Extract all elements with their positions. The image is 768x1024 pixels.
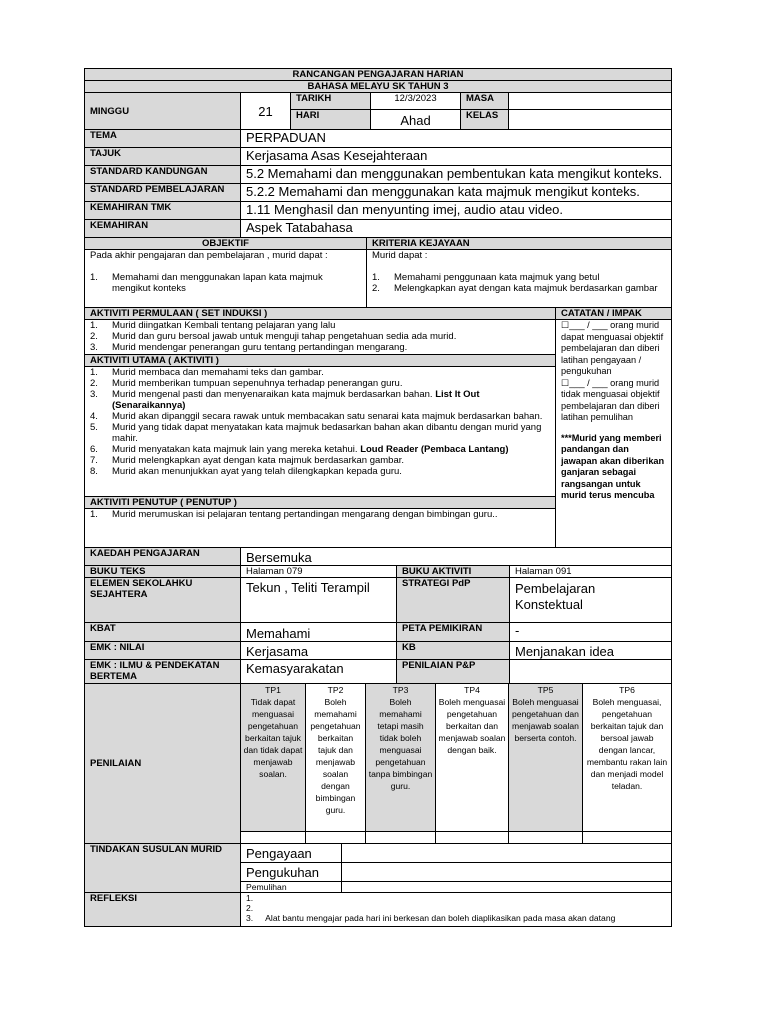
penilaian-table — [84, 683, 672, 844]
list-item: 2. Melengkapkan ayat dengan kata majmuk berdasarkan gambar — [372, 283, 658, 294]
kemahiran-tmk-value: 1.11 Menghasil dan menyunting imej, audio atau video. — [241, 202, 672, 220]
tema-label: TEMA — [85, 130, 241, 148]
buku-aktiviti-value: Halaman 091 — [510, 566, 672, 578]
kemahiran-tmk-label: KEMAHIRAN TMK — [85, 202, 241, 220]
kb-value: Menjanakan idea — [510, 642, 672, 660]
list-item: 8. Murid akan menunjukkan ayat yang telah dilengkapkan kepada guru. — [90, 466, 402, 477]
standard-kandungan-value: 5.2 Memahami dan menggunakan pembentukan kata mengikut konteks. — [241, 166, 672, 184]
list-item: 1. Memahami dan menggunakan lapan kata majmuk mengikut konteks — [90, 272, 323, 294]
objektif-content — [85, 250, 367, 308]
peta-pemikiran-label: PETA PEMIKIRAN — [397, 623, 510, 642]
list-item: 4. Murid akan dipanggil secara rawak untuk membacakan satu senarai kata majmuk berdasarkan bahan. — [90, 411, 543, 422]
objektif-table — [84, 237, 672, 308]
list-item: 1. Murid diingatkan Kembali tentang pelajaran yang lalu — [90, 320, 336, 331]
header-table — [84, 68, 672, 238]
permulaan-header: AKTIVITI PERMULAAN ( SET INDUKSI ) — [85, 308, 556, 320]
refleksi-line-2: 2. — [246, 903, 254, 913]
emk-nilai-label: EMK : NILAI — [85, 642, 241, 660]
list-item: 2. Murid dan guru bersoal jawab untuk menguji tahap pengetahuan sedia ada murid. — [90, 331, 457, 342]
activities-content — [85, 320, 556, 548]
pengayaan-input[interactable] — [342, 844, 672, 863]
tp1-checkbox-cell[interactable] — [241, 832, 306, 844]
penilaian-pp-value — [510, 660, 672, 684]
buku-teks-value: Halaman 079 — [241, 566, 397, 578]
list-item: 3. Murid mengenal pasti dan menyenaraikan kata majmuk berdasarkan bahan. List It Out (Senaraikannya) — [90, 389, 480, 411]
activities-table — [84, 307, 672, 548]
kemahiran-value: Aspek Tatabahasa — [241, 220, 672, 238]
catatan-header: CATATAN / IMPAK — [556, 308, 672, 320]
tp3-checkbox-cell[interactable] — [366, 832, 436, 844]
list-item: 3. Murid mendengar penerangan guru tentang pertandingan mengarang. — [90, 342, 408, 353]
kemahiran-label: KEMAHIRAN — [85, 220, 241, 238]
catatan-reward-note: ***Murid yang memberi pandangan dan jawapan akan diberikan ganjaran sebagai rangsangan untuk murid terus mencuba — [561, 432, 665, 500]
kriteria-content — [367, 250, 672, 308]
minggu-value: 21 — [241, 93, 291, 130]
masa-value — [509, 93, 672, 110]
utama-header: AKTIVITI UTAMA ( AKTIVITI ) — [85, 354, 555, 367]
refleksi-label: REFLEKSI — [85, 893, 241, 927]
list-item: 6. Murid menyatakan kata majmuk lain yang mereka ketahui. Loud Reader (Pembaca Lantang) — [90, 444, 509, 455]
refleksi-line-1: 1. — [246, 893, 254, 903]
list-item: 7. Murid melengkapkan ayat dengan kata majmuk berdasarkan gambar. — [90, 455, 405, 466]
penutup-list — [90, 509, 550, 520]
tp4-checkbox-cell[interactable] — [436, 832, 509, 844]
tindakan-table — [84, 843, 672, 927]
tajuk-label: TAJUK — [85, 148, 241, 166]
objektif-header: OBJEKTIF — [85, 238, 367, 250]
kriteria-header: KRITERIA KEJAYAAN — [367, 238, 672, 250]
utama-list — [90, 367, 550, 477]
tp5-cell: TP5 Boleh menguasai pengetahuan dan menjawab soalan berserta contoh. — [509, 684, 583, 832]
objektif-intro: Pada akhir pengajaran dan pembelajaran , murid dapat : — [90, 250, 328, 261]
emk-nilai-value: Kerjasama — [241, 642, 397, 660]
strategi-value: Pembelajaran Konstektual — [510, 578, 672, 623]
elemen-label: ELEMEN SEKOLAHKU SEJAHTERA — [85, 578, 241, 623]
catatan-enrichment-note: ☐___ / ___ orang murid dapat menguasai objektif pembelajaran dan diberi latihan pengayaan / pengukuhan — [561, 320, 664, 376]
tp4-cell: TP4 Boleh menguasai pengetahuan berkaitan dan menjawab soalan dengan baik. — [436, 684, 509, 832]
tarikh-label: TARIKH — [291, 93, 371, 110]
emk-ilmu-label: EMK : ILMU & PENDEKATAN BERTEMA — [85, 660, 241, 684]
catatan-remedial-note: ☐___ / ___ orang murid tidak menguasai objektif pembelajaran dan diberi latihan pemulihan — [561, 377, 660, 422]
pemulihan-label: Pemulihan — [241, 882, 342, 893]
tp5-checkbox-cell[interactable] — [509, 832, 583, 844]
penutup-content — [85, 509, 555, 547]
lesson-plan-document — [84, 68, 671, 927]
kelas-value — [509, 110, 672, 130]
standard-pembelajaran-value: 5.2.2 Memahami dan menggunakan kata majmuk mengikut konteks. — [241, 184, 672, 202]
penutup-header: AKTIVITI PENUTUP ( PENUTUP ) — [85, 496, 555, 509]
tp1-cell: TP1 Tidak dapat menguasai pengetahuan berkaitan tajuk dan tidak dapat menjawab soalan. — [241, 684, 306, 832]
kaedah-value: Bersemuka — [241, 548, 672, 566]
kb-label: KB — [397, 642, 510, 660]
tp6-checkbox-cell[interactable] — [583, 832, 672, 844]
document-subtitle: BAHASA MELAYU SK TAHUN 3 — [85, 81, 672, 93]
emk-ilmu-value: Kemasyarakatan — [241, 660, 397, 684]
pengayaan-label: Pengayaan — [241, 844, 342, 863]
permulaan-list — [90, 320, 550, 353]
elemen-value: Tekun , Teliti Terampil — [241, 578, 397, 623]
list-item: 2. Murid memberikan tumpuan sepenuhnya terhadap penerangan guru. — [90, 378, 403, 389]
tema-value: PERPADUAN — [241, 130, 672, 148]
minggu-label: MINGGU — [85, 93, 241, 130]
pengukuhan-input[interactable] — [342, 863, 672, 882]
list-item: 1. Murid membaca dan memahami teks dan gambar. — [90, 367, 324, 378]
penilaian-pp-label: PENILAIAN P&P — [397, 660, 510, 684]
standard-pembelajaran-label: STANDARD PEMBELAJARAN — [85, 184, 241, 202]
standard-kandungan-label: STANDARD KANDUNGAN — [85, 166, 241, 184]
methods-table — [84, 547, 672, 684]
tp2-checkbox-cell[interactable] — [306, 832, 366, 844]
kbat-label: KBAT — [85, 623, 241, 642]
tindakan-label: TINDAKAN SUSULAN MURID — [85, 844, 241, 893]
utama-content — [85, 367, 555, 496]
tarikh-value: 12/3/2023 — [371, 93, 461, 110]
kriteria-intro: Murid dapat : — [372, 250, 428, 261]
objektif-list — [90, 272, 361, 294]
list-item: 1. Murid merumuskan isi pelajaran tentang pertandingan mengarang dengan bimbingan guru.. — [90, 509, 498, 520]
buku-teks-label: BUKU TEKS — [85, 566, 241, 578]
catatan-content — [556, 320, 672, 548]
tajuk-value: Kerjasama Asas Kesejahteraan — [241, 148, 672, 166]
pemulihan-input[interactable] — [342, 882, 672, 893]
pengukuhan-label: Pengukuhan — [241, 863, 342, 882]
kriteria-list — [372, 272, 666, 294]
tp3-cell: TP3 Boleh memahami tetapi masih tidak boleh menguasai pengetahuan tanpa bimbingan guru. — [366, 684, 436, 832]
hari-value: Ahad — [371, 110, 461, 130]
peta-pemikiran-value: - — [510, 623, 672, 642]
refleksi-line-3: 3. Alat bantu mengajar pada hari ini berkesan dan boleh diaplikasikan pada masa akan datang — [246, 913, 616, 923]
permulaan-content — [85, 320, 555, 354]
kelas-label: KELAS — [461, 110, 509, 130]
masa-label: MASA — [461, 93, 509, 110]
tp6-cell: TP6 Boleh menguasai, pengetahuan berkaitan tajuk dan bersoal jawab dengan lancar, membantu rakan lain dan menjadi model teladan. — [583, 684, 672, 832]
tp2-cell: TP2 Boleh memahami pengetahuan berkaitan tajuk dan menjawab soalan dengan bimbingan guru. — [306, 684, 366, 832]
list-item: 1. Memahami penggunaan kata majmuk yang betul — [372, 272, 600, 283]
buku-aktiviti-label: BUKU AKTIVITI — [397, 566, 510, 578]
penilaian-label: PENILAIAN — [85, 684, 241, 844]
list-item: 5. Murid yang tidak dapat menyatakan kata majmuk bedasarkan bahan akan dibantu dengan murid yang mahir. — [90, 422, 542, 444]
kbat-value: Memahami — [241, 623, 397, 642]
refleksi-content[interactable] — [241, 893, 672, 927]
document-title: RANCANGAN PENGAJARAN HARIAN — [85, 69, 672, 81]
kaedah-label: KAEDAH PENGAJARAN — [85, 548, 241, 566]
hari-label: HARI — [291, 110, 371, 130]
strategi-label: STRATEGI PdP — [397, 578, 510, 623]
